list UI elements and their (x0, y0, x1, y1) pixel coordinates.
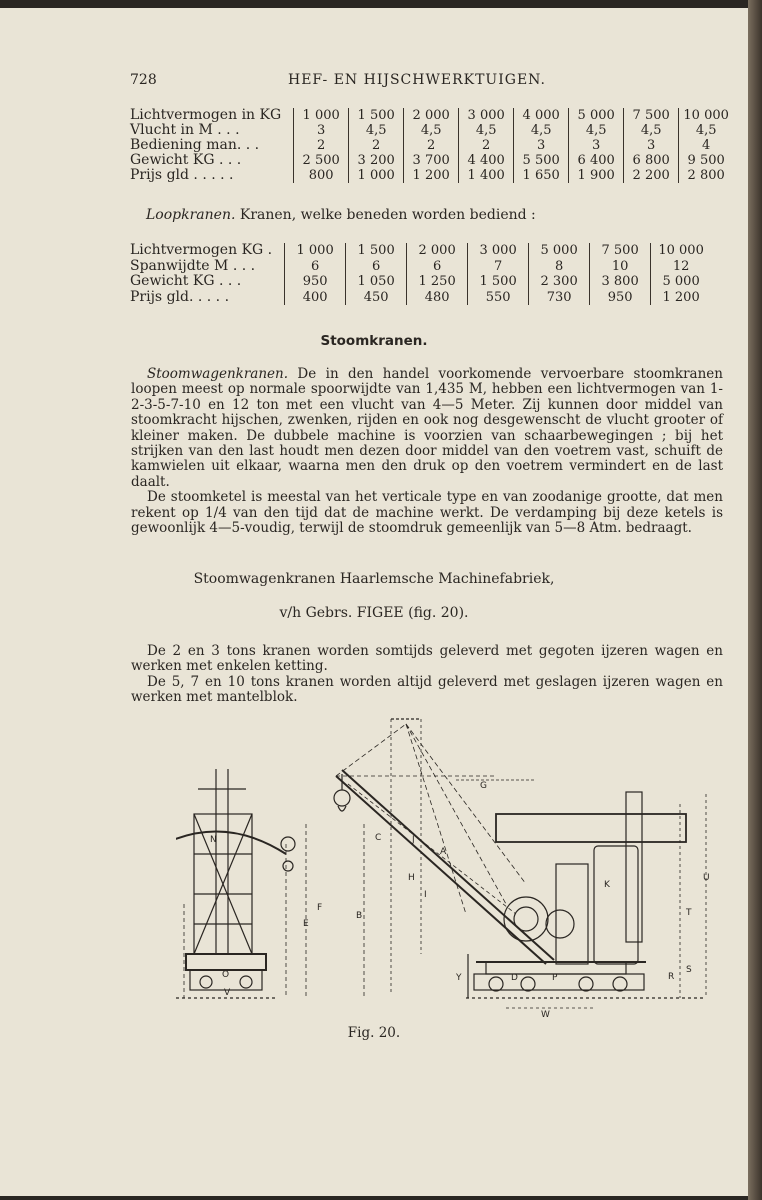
table-cell: 5 000 (651, 274, 712, 290)
table-cell: 2 200 (624, 168, 679, 183)
label-S: S (686, 965, 692, 975)
row-label: Spanwijdte M . . . (130, 257, 256, 274)
front-view (176, 769, 322, 998)
paragraph-text: De in den handel voorkomende vervoerbare stoomkranen loopen meest op normale spoorwijdte van 1,435 M, hebben een lichtvermogen van 1-2-3-5-7-10 en 12 ton met een vlucht van 4—5 Meter. Zij kunnen door middel van stoomkracht hijschen, zwenken, rijden en ook nog desgewenscht de vlucht grooter of kleiner maken. De dubbele machine is voorzien van schaarbewegingen ; bij het strijken van den last houdt men dezen door middel van den voetrem vast, schuift de kamwielen uit elkaar, waarna men den druk op den voetrem vermindert en de last daalt. (131, 366, 723, 490)
table-cell: 6 400 (569, 153, 624, 168)
label-C: C (375, 833, 382, 843)
loopkranen-title: Loopkranen. (146, 207, 236, 223)
table-cell: 3 (624, 138, 679, 153)
table-cell: 3 (514, 138, 569, 153)
table-cell: 1 500 (468, 274, 529, 290)
table-cell: 5 000 (569, 108, 624, 123)
table-cell: 2 500 (294, 153, 349, 168)
paragraph-text-2: De stoomketel is meestal van het verticale type en van zoodanige grootte, dat men rekent op 1/4 van den tijd dat de machine werkt. De verdamping bij deze ketels is gewoonlijk 4—5-voudig, terwijl de stoomdruk gemeenlijk van 5—8 Atm. bedraagt. (131, 489, 723, 537)
table-cell: 1 000 (349, 168, 404, 183)
table-cell: 6 (407, 259, 468, 275)
label-R: R (668, 972, 675, 982)
table-row (130, 108, 733, 123)
figure-caption: Fig. 20. (347, 1025, 401, 1041)
table-cell: 4,5 (514, 123, 569, 138)
label-H: H (408, 873, 415, 883)
table-cell: 7 500 (590, 243, 651, 259)
section-heading: Stoomkranen. (320, 333, 428, 349)
table-cell: 2 000 (404, 108, 459, 123)
table-row (130, 168, 733, 183)
table-row (130, 138, 733, 153)
book-page (0, 8, 748, 1196)
table-cell: 450 (346, 290, 407, 306)
paragraph-lead: Stoomwagenkranen. (147, 366, 289, 382)
label-V: V (224, 988, 231, 998)
row-label: Gewicht KG . . . (130, 273, 242, 289)
table-row (130, 290, 711, 306)
table-cell: 6 (346, 259, 407, 275)
table-cell: 9 500 (679, 153, 734, 168)
paragraph-kranen-wagens (131, 644, 723, 706)
paragraph-stoomwagenkranen (131, 367, 723, 536)
table-cell: 3 000 (459, 108, 514, 123)
label-O: O (222, 970, 230, 980)
table-cell: 2 (349, 138, 404, 153)
table-cell: 6 800 (624, 153, 679, 168)
table-cell: 3 800 (590, 274, 651, 290)
table-cell: 2 (404, 138, 459, 153)
row-label: Lichtvermogen KG . (130, 242, 273, 258)
table-cell: 8 (529, 259, 590, 275)
label-F: F (317, 903, 323, 913)
table-cell: 1 400 (459, 168, 514, 183)
table-cell: 550 (468, 290, 529, 306)
table-cell: 6 (285, 259, 346, 275)
table-cell: 950 (590, 290, 651, 306)
row-label: Prijs gld. . . . . (130, 288, 230, 305)
label-G: G (480, 781, 487, 791)
table-cell: 1 000 (294, 108, 349, 123)
side-view (334, 719, 710, 1020)
label-B: B (356, 911, 363, 921)
crane-drawing (176, 714, 716, 1020)
table-cell: 4,5 (349, 123, 404, 138)
table-cell: 10 (590, 259, 651, 275)
table-cell: 4,5 (624, 123, 679, 138)
label-T: T (686, 908, 692, 918)
table-cell: 1 000 (285, 243, 346, 259)
table-row (130, 274, 711, 290)
table-cell: 12 (651, 259, 712, 275)
table-cell: 800 (294, 168, 349, 183)
label-A: A (440, 847, 447, 857)
table-cell: 2 (294, 138, 349, 153)
page-number: 728 (130, 72, 157, 88)
label-I: I (424, 890, 427, 900)
center-title-2: v/h Gebrs. FIGEE (fig. 20). (279, 605, 469, 621)
label-U: U (703, 873, 710, 883)
table-cell: 4 000 (514, 108, 569, 123)
label-N: N (210, 835, 217, 845)
label-J: J (412, 835, 415, 845)
table-cell: 4 (679, 138, 734, 153)
table-cell: 1 050 (346, 274, 407, 290)
table-cell: 2 (459, 138, 514, 153)
table-cell: 3 (294, 123, 349, 138)
loopkranen-spec-table (130, 243, 711, 305)
table-cell: 7 500 (624, 108, 679, 123)
table-cell: 4,5 (404, 123, 459, 138)
table-row (130, 243, 711, 259)
loopkranen-intro (146, 207, 536, 223)
table-cell: 3 (569, 138, 624, 153)
label-Y: Y (456, 973, 462, 983)
book-spine (748, 0, 762, 1200)
table-cell: 1 200 (651, 290, 712, 306)
table-cell: 950 (285, 274, 346, 290)
table-cell: 4,5 (569, 123, 624, 138)
loopkranen-text: Kranen, welke beneden worden bediend : (235, 207, 536, 223)
table-row (130, 123, 733, 138)
table-cell: 10 000 (651, 243, 712, 259)
table-cell: 1 650 (514, 168, 569, 183)
table-cell: 10 000 (679, 108, 734, 123)
running-title: HEF- EN HIJSCHWERKTUIGEN. (288, 72, 546, 88)
table-cell: 1 900 (569, 168, 624, 183)
label-K: K (604, 880, 610, 890)
table-cell: 5 500 (514, 153, 569, 168)
table-cell: 1 500 (349, 108, 404, 123)
table-cell: 2 800 (679, 168, 734, 183)
table-cell: 2 000 (407, 243, 468, 259)
label-P: P (552, 973, 558, 983)
center-title-1: Stoomwagenkranen Haarlemsche Machinefabriek, (193, 571, 555, 587)
table-cell: 4,5 (679, 123, 734, 138)
row-label: Lichtvermogen in KG (130, 107, 282, 123)
label-E: E (303, 919, 309, 929)
table-cell: 3 000 (468, 243, 529, 259)
table-row (130, 259, 711, 275)
table-cell: 4,5 (459, 123, 514, 138)
row-label: Gewicht KG . . . (130, 152, 242, 168)
row-label: Vlucht in M . . . (130, 122, 240, 138)
table-cell: 4 400 (459, 153, 514, 168)
label-W: W (541, 1010, 550, 1020)
row-label: Bediening man. . . (130, 137, 260, 153)
table-cell: 2 300 (529, 274, 590, 290)
table-cell: 5 000 (529, 243, 590, 259)
table-row (130, 153, 733, 168)
paragraph-wagen-2: De 5, 7 en 10 tons kranen worden altijd geleverd met geslagen ijzeren wagen en werken met mantelblok. (131, 673, 723, 706)
table-cell: 1 500 (346, 243, 407, 259)
table-cell: 480 (407, 290, 468, 306)
label-D: D (511, 973, 518, 983)
table-cell: 3 700 (404, 153, 459, 168)
paragraph-wagen-1: De 2 en 3 tons kranen worden somtijds geleverd met gegoten ijzeren wagen en werken met enkelen ketting. (131, 643, 723, 675)
table-cell: 1 200 (404, 168, 459, 183)
table-cell: 730 (529, 290, 590, 306)
table-cell: 3 200 (349, 153, 404, 168)
table-cell: 400 (285, 290, 346, 306)
row-label: Prijs gld . . . . . (130, 167, 234, 183)
table-cell: 1 250 (407, 274, 468, 290)
crane-spec-table (130, 108, 733, 183)
table-cell: 7 (468, 259, 529, 275)
